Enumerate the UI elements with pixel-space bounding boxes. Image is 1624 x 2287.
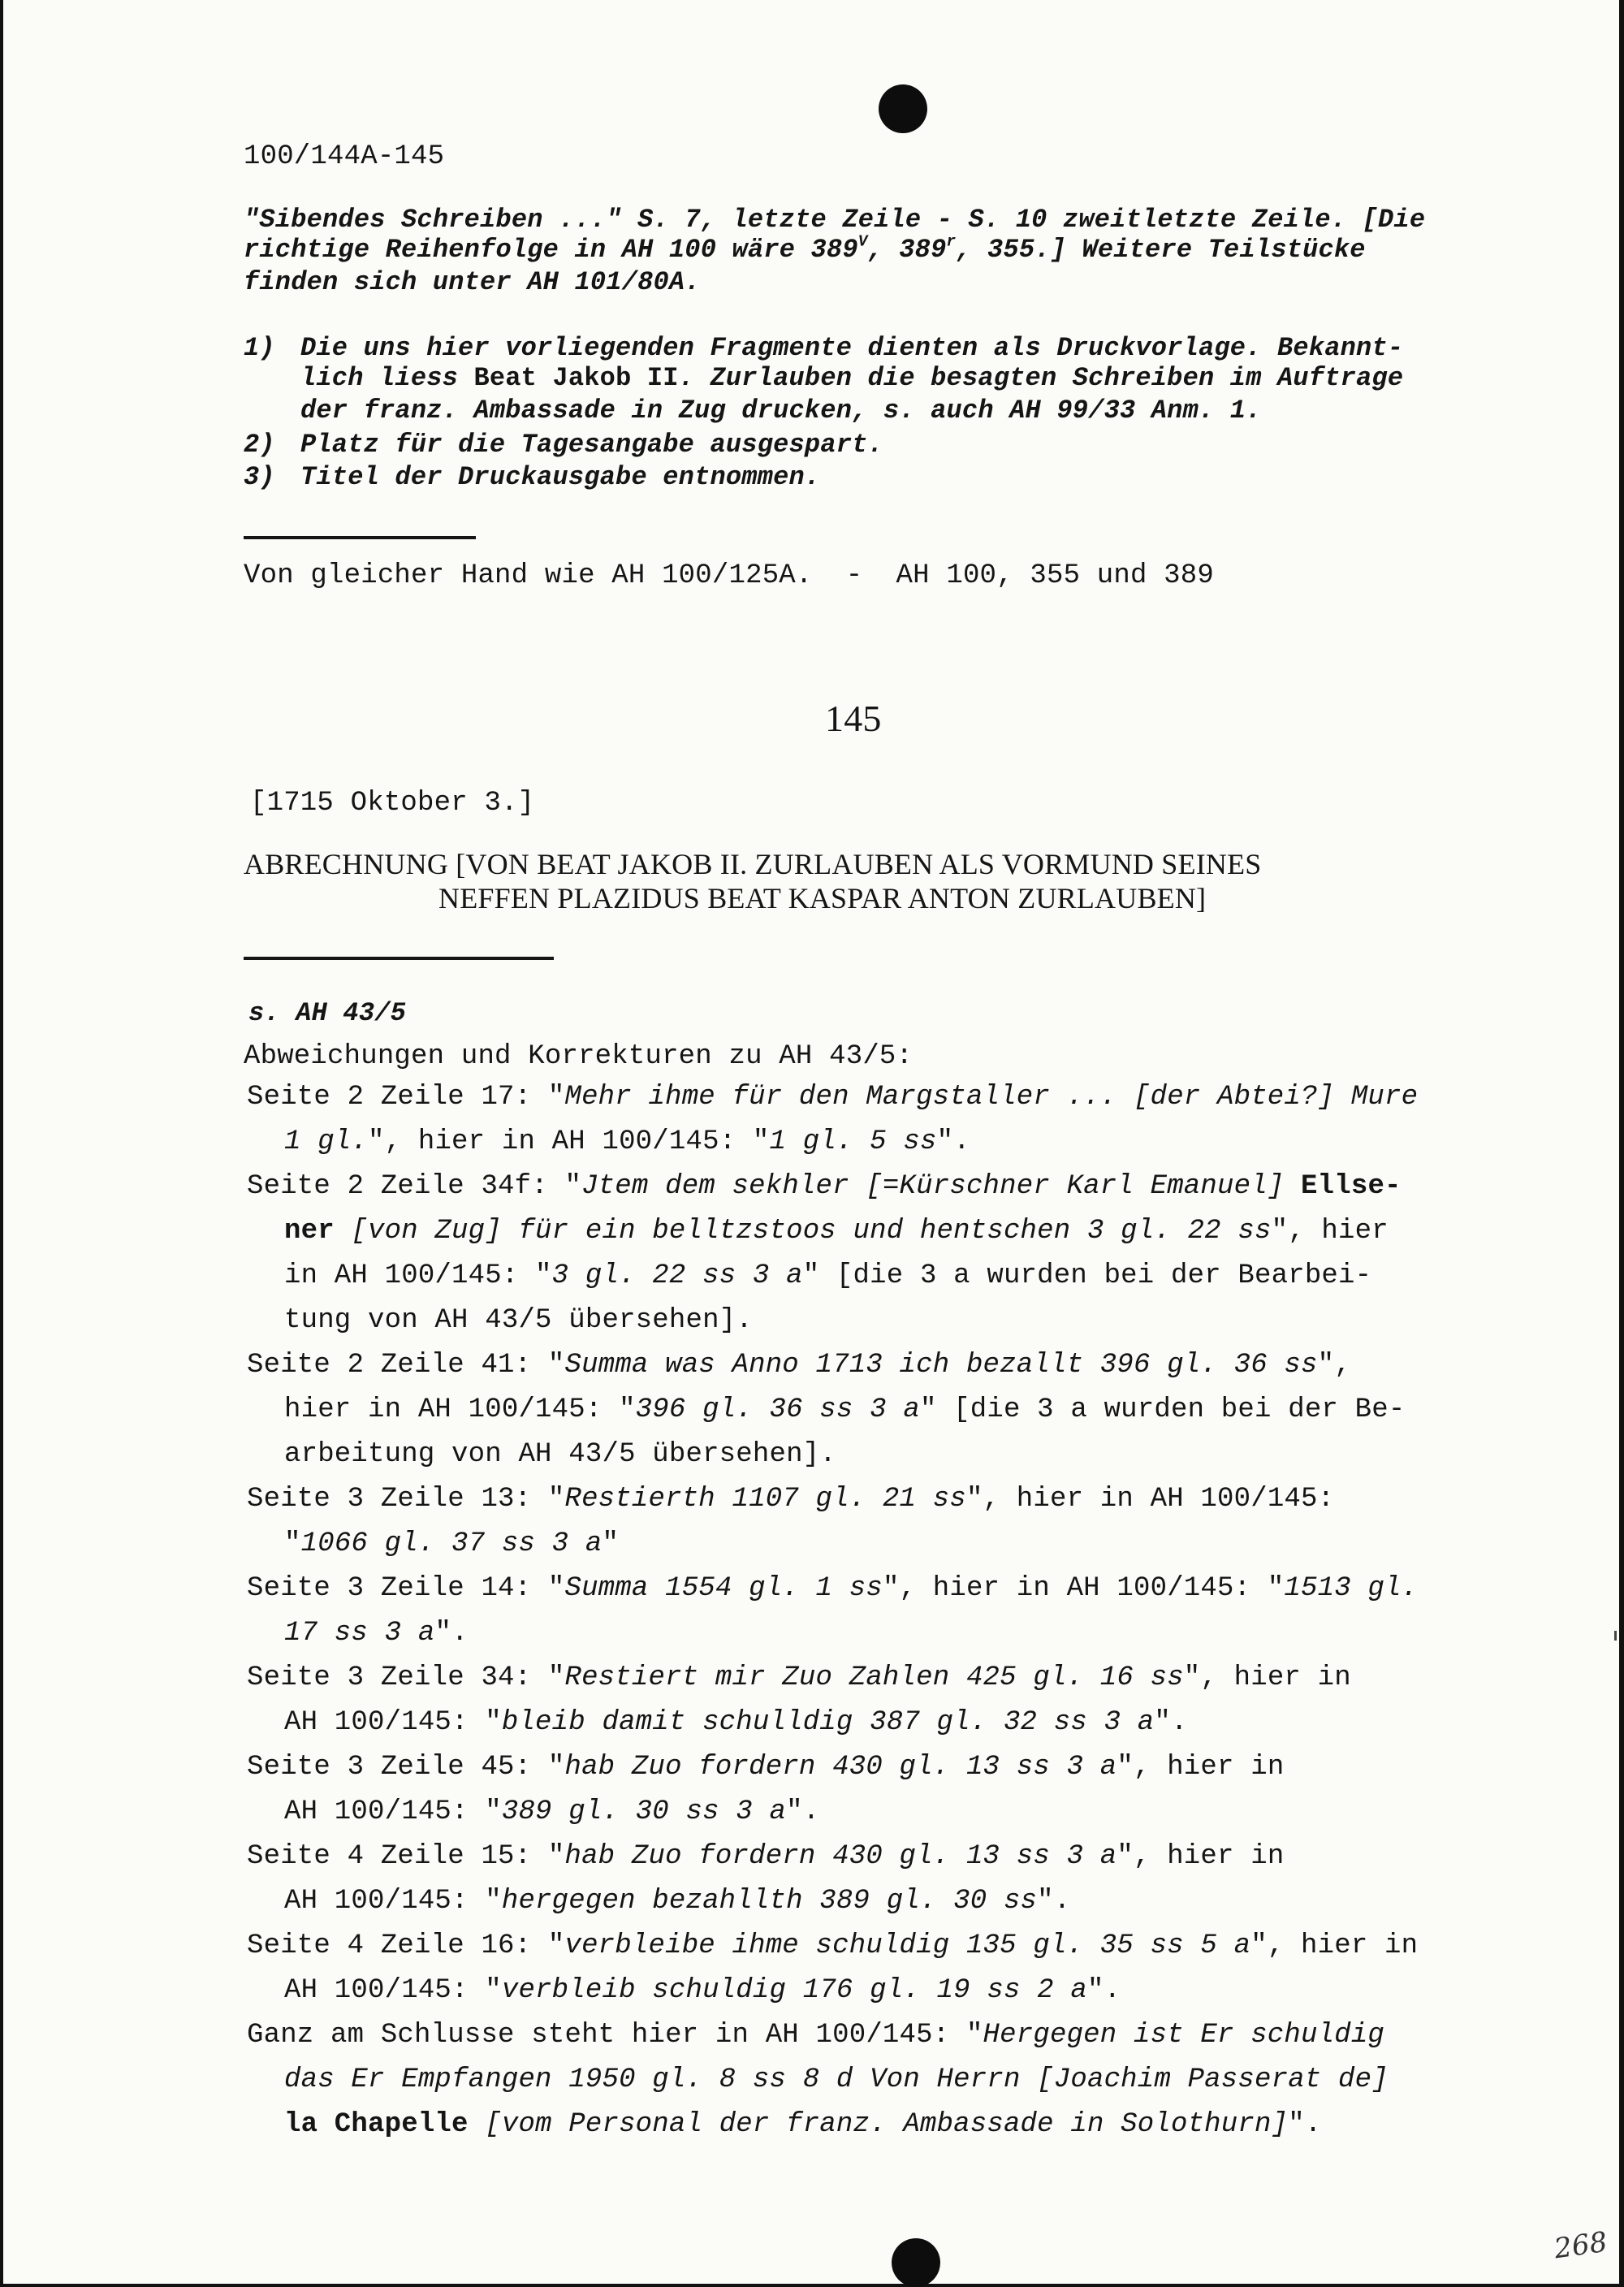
intro-line-1: "Sibendes Schreiben ..." S. 7, letzte Zeile - S. 10 zweitletzte Zeile. [Die bbox=[244, 205, 1426, 235]
correction-line: AH 100/145: "hergegen bezahllth 389 gl. 30 ss". bbox=[284, 1886, 1071, 1917]
document-page bbox=[3, 0, 1619, 2284]
hand-note: Von gleicher Hand wie AH 100/125A. - AH 100, 355 und 389 bbox=[244, 560, 1214, 591]
entry-number: 145 bbox=[825, 698, 882, 739]
punch-hole-top bbox=[879, 84, 927, 133]
correction-line: das Er Empfangen 1950 gl. 8 ss 8 d Von Herrn [Joachim Passerat de] bbox=[284, 2064, 1389, 2095]
footnote-3: Titel der Druckausgabe entnommen. bbox=[300, 462, 821, 492]
correction-line: Ganz am Schlusse steht hier in AH 100/145: "Hergegen ist Er schuldig bbox=[247, 2020, 1385, 2051]
source-reference: s. AH 43/5 bbox=[248, 998, 407, 1028]
footnote-1-line-1: Die uns hier vorliegenden Fragmente dienten als Druckvorlage. Bekannt- bbox=[300, 333, 1404, 363]
intro-line-2: richtige Reihenfolge in AH 100 wäre $389^V$, 389$^r$, 355.] Weitere Teilstücke bbox=[244, 232, 1366, 265]
correction-line: Seite 4 Zeile 15: "hab Zuo fordern 430 gl. 13 ss 3 a", hier in bbox=[247, 1841, 1285, 1872]
document-reference: 100/144A-145 bbox=[244, 141, 445, 172]
footnote-number: 1) bbox=[244, 333, 275, 363]
correction-line: Seite 2 Zeile 17: "Mehr ihme für den Margstaller ... [der Abtei?] Mure bbox=[247, 1082, 1419, 1113]
correction-line: Seite 3 Zeile 14: "Summa 1554 gl. 1 ss", hier in AH 100/145: "1513 gl. bbox=[247, 1573, 1419, 1604]
punch-hole-bottom bbox=[892, 2238, 940, 2287]
correction-line: hier in AH 100/145: "396 gl. 36 ss 3 a" [die 3 a wurden bei der Be- bbox=[284, 1394, 1406, 1425]
intro-line-3: finden sich unter AH 101/80A. bbox=[244, 267, 701, 297]
correction-line: AH 100/145: "verbleib schuldig 176 gl. 19 ss 2 a". bbox=[284, 1975, 1121, 2006]
footnote-number: 2) bbox=[244, 430, 275, 460]
footnote-2: Platz für die Tagesangabe ausgespart. bbox=[300, 430, 883, 460]
section-rule bbox=[244, 957, 554, 960]
correction-line: la Chapelle [vom Personal der franz. Ambassade in Solothurn]". bbox=[284, 2109, 1322, 2140]
footnote-1-line-3: der franz. Ambassade in Zug drucken, s. auch AH 99/33 Anm. 1. bbox=[300, 396, 1262, 426]
correction-line: tung von AH 43/5 übersehen]. bbox=[284, 1305, 753, 1336]
section-rule bbox=[244, 536, 476, 539]
correction-line: Seite 4 Zeile 16: "verbleibe ihme schuldig 135 gl. 35 ss 5 a", hier in bbox=[247, 1930, 1419, 1961]
footnote-number: 3) bbox=[244, 462, 275, 492]
correction-line: AH 100/145: "389 gl. 30 ss 3 a". bbox=[284, 1796, 820, 1827]
entry-title-line-1: ABRECHNUNG [VON BEAT JAKOB II. ZURLAUBEN ALS VORMUND SEINES bbox=[244, 848, 1262, 880]
correction-line: Seite 2 Zeile 34f: "Jtem dem sekhler [=Kürschner Karl Emanuel] Ellse- bbox=[247, 1171, 1402, 1202]
correction-line: AH 100/145: "bleib damit schulldig 387 gl. 32 ss 3 a". bbox=[284, 1707, 1188, 1738]
correction-line: Seite 3 Zeile 45: "hab Zuo fordern 430 gl. 13 ss 3 a", hier in bbox=[247, 1752, 1285, 1783]
margin-tick bbox=[1614, 1631, 1617, 1641]
correction-line: Seite 3 Zeile 13: "Restierth 1107 gl. 21 ss", hier in AH 100/145: bbox=[247, 1484, 1335, 1515]
footnote-1-line-2: lich liess Beat Jakob II. Zurlauben die besagten Schreiben im Auftrage bbox=[300, 363, 1404, 393]
correction-line: 17 ss 3 a". bbox=[284, 1618, 469, 1649]
entry-title-line-2: NEFFEN PLAZIDUS BEAT KASPAR ANTON ZURLAUBEN] bbox=[438, 882, 1207, 914]
correction-line: 1 gl.", hier in AH 100/145: "1 gl. 5 ss". bbox=[284, 1126, 970, 1157]
corrections-heading: Abweichungen und Korrekturen zu AH 43/5: bbox=[244, 1041, 914, 1072]
folio-number: 268 bbox=[1552, 2225, 1609, 2266]
correction-line: Seite 3 Zeile 34: "Restiert mir Zuo Zahlen 425 gl. 16 ss", hier in bbox=[247, 1662, 1351, 1693]
entry-date: [1715 Oktober 3.] bbox=[250, 788, 535, 819]
correction-line: "1066 gl. 37 ss 3 a" bbox=[284, 1528, 620, 1559]
correction-line: arbeitung von AH 43/5 übersehen]. bbox=[284, 1439, 836, 1470]
correction-line: ner [von Zug] für ein belltzstoos und hentschen 3 gl. 22 ss", hier bbox=[284, 1216, 1389, 1247]
correction-line: Seite 2 Zeile 41: "Summa was Anno 1713 ich bezallt 396 gl. 36 ss", bbox=[247, 1350, 1351, 1381]
correction-line: in AH 100/145: "3 gl. 22 ss 3 a" [die 3 a wurden bei der Bearbei- bbox=[284, 1260, 1372, 1291]
